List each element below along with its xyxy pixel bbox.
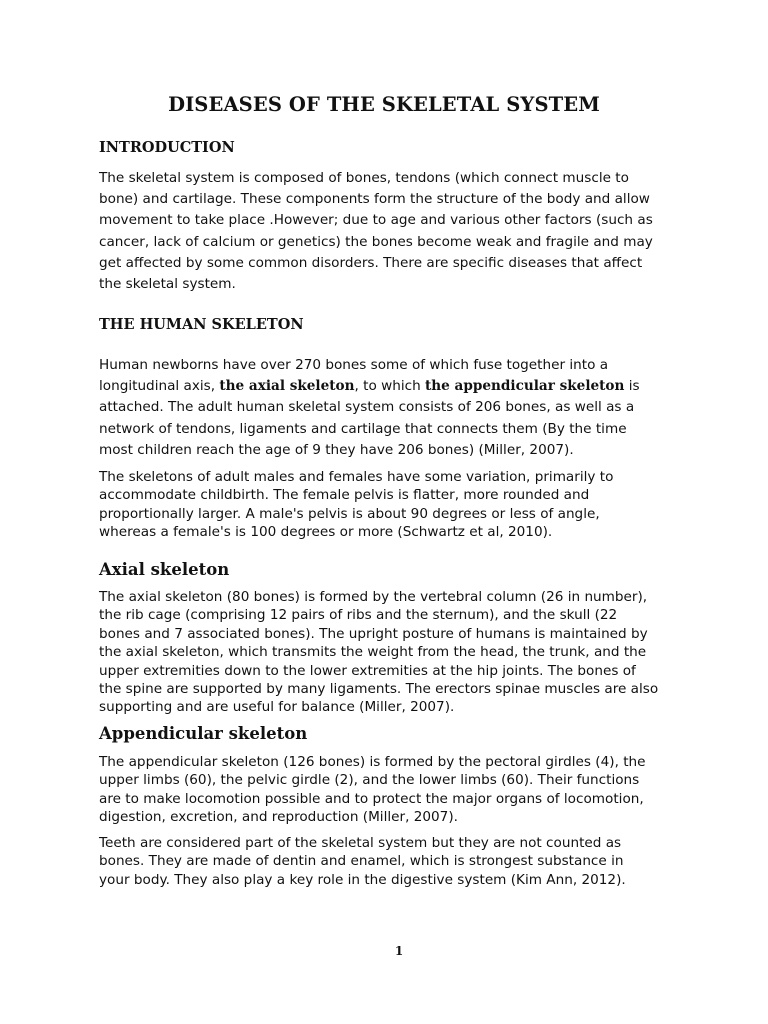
text-line: get affected by some common disorders. There are specific diseases that affect — [99, 254, 643, 271]
text-line: bones. They are made of dentin and enamel, which is strongest substance in — [99, 853, 624, 870]
text-line: are to make locomotion possible and to protect the major organs of locomotion, — [99, 790, 644, 807]
text-line: cancer, lack of calcium or genetics) the bones become weak and fragile and may — [99, 233, 653, 250]
text-fragment: is — [624, 378, 640, 395]
human-skeleton-paragraph-2 — [99, 468, 709, 542]
text-line: upper extremities down to the lower extremities at the hip joints. The bones of — [99, 662, 636, 679]
introduction-heading: INTRODUCTION — [99, 139, 235, 156]
text-line: upper limbs (60), the pelvic girdle (2), and the lower limbs (60). Their functions — [99, 772, 640, 789]
text-line: network of tendons, ligaments and cartilage that connects them (By the time — [99, 420, 627, 437]
introduction-paragraph — [99, 168, 709, 295]
text-line: The appendicular skeleton (126 bones) is formed by the pectoral girdles (4), the — [99, 754, 646, 770]
text-line: whereas a female's is 100 degrees or more (Schwartz et al, 2010). — [99, 524, 553, 541]
human-skeleton-heading: THE HUMAN SKELETON — [99, 316, 304, 333]
text-line-with-bold-terms — [99, 376, 709, 397]
axial-skeleton-paragraph — [99, 588, 709, 717]
text-fragment: , to which — [354, 378, 426, 395]
text-line: Human newborns have over 270 bones some of which fuse together into a — [99, 357, 609, 373]
text-line: the skeletal system. — [99, 276, 236, 293]
appendicular-skeleton-heading: Appendicular skeleton — [99, 724, 308, 743]
text-line: the axial skeleton, which transmits the weight from the head, the trunk, and the — [99, 644, 647, 661]
text-line: the spine are supported by many ligaments. The erectors spinae muscles are also — [99, 681, 659, 698]
text-line: The skeletal system is composed of bones, tendons (which connect muscle to — [99, 170, 629, 186]
human-skeleton-paragraph-1 — [99, 355, 709, 461]
appendicular-skeleton-paragraph-2 — [99, 834, 709, 889]
text-line: movement to take place .However; due to age and various other factors (such as — [99, 212, 653, 229]
text-line: The axial skeleton (80 bones) is formed by the vertebral column (26 in number), — [99, 589, 648, 605]
text-line: bones and 7 associated bones). The upright posture of humans is maintained by — [99, 625, 648, 642]
text-line: supporting and are useful for balance (Miller, 2007). — [99, 699, 455, 716]
text-line: most children reach the age of 9 they have 206 bones) (Miller, 2007). — [99, 441, 574, 458]
text-line: The skeletons of adult males and females have some variation, primarily to — [99, 469, 614, 485]
text-line: the rib cage (comprising 12 pairs of ribs and the sternum), and the skull (22 — [99, 607, 618, 624]
text-fragment: longitudinal axis, — [99, 378, 220, 395]
appendicular-skeleton-paragraph-1 — [99, 753, 709, 827]
text-line: attached. The adult human skeletal system consists of 206 bones, as well as a — [99, 399, 635, 416]
text-line: Teeth are considered part of the skeletal system but they are not counted as — [99, 835, 622, 851]
appendicular-skeleton-term: the appendicular skeleton — [425, 378, 625, 395]
axial-skeleton-term: the axial skeleton — [219, 378, 355, 395]
document-title: DISEASES OF THE SKELETAL SYSTEM — [168, 93, 600, 116]
text-line: digestion, excretion, and reproduction (Miller, 2007). — [99, 809, 458, 826]
axial-skeleton-heading: Axial skeleton — [99, 560, 230, 579]
text-line: accommodate childbirth. The female pelvis is flatter, more rounded and — [99, 487, 590, 504]
page-number: 1 — [394, 944, 404, 958]
text-line: bone) and cartilage. These components form the structure of the body and allow — [99, 191, 650, 208]
text-line: your body. They also play a key role in the digestive system (Kim Ann, 2012). — [99, 871, 626, 888]
text-line: proportionally larger. A male's pelvis is about 90 degrees or less of angle, — [99, 505, 600, 522]
